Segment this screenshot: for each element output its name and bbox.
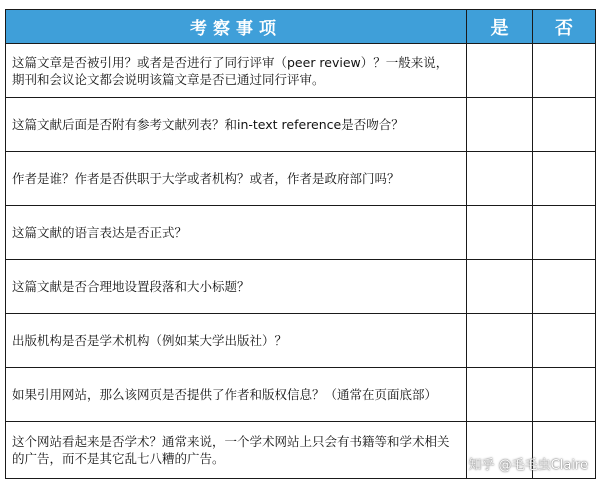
yes-cell[interactable] — [467, 152, 533, 206]
header-no: 否 — [533, 10, 596, 44]
question-cell: 这篇文献后面是否附有参考文献列表？和in-text reference是否吻合？ — [6, 98, 467, 152]
yes-cell[interactable] — [467, 260, 533, 314]
table-row — [6, 368, 596, 422]
table-row — [6, 44, 596, 98]
question-cell: 这篇文献是否合理地设置段落和大小标题？ — [6, 260, 467, 314]
header-item: 考察事项 — [6, 10, 467, 44]
yes-cell[interactable] — [467, 98, 533, 152]
no-cell[interactable] — [533, 206, 596, 260]
yes-cell[interactable] — [467, 206, 533, 260]
no-cell[interactable] — [533, 314, 596, 368]
question-cell: 如果引用网站，那么该网页是否提供了作者和版权信息？（通常在页面底部） — [6, 368, 467, 422]
no-cell[interactable] — [533, 260, 596, 314]
header-row — [6, 10, 596, 44]
question-cell: 这篇文章是否被引用？或者是否进行了同行评审（peer review）？一般来说，期刊和会议论文都会说明该篇文章是否已通过同行评审。 — [6, 44, 467, 98]
evaluation-checklist-table — [5, 9, 596, 479]
no-cell[interactable] — [533, 152, 596, 206]
question-cell: 作者是谁？作者是否供职于大学或者机构？或者，作者是政府部门吗？ — [6, 152, 467, 206]
table-row — [6, 152, 596, 206]
table-row — [6, 98, 596, 152]
watermark-text: 知乎 @毛毛虫Claire — [468, 458, 588, 473]
question-cell: 这个网站看起来是否学术？通常来说，一个学术网站上只会有书籍等和学术相关的广告，而不是其它乱七八糟的广告。 — [6, 422, 467, 479]
question-cell: 这篇文献的语言表达是否正式？ — [6, 206, 467, 260]
no-cell[interactable] — [533, 368, 596, 422]
no-cell[interactable] — [533, 98, 596, 152]
header-yes: 是 — [467, 10, 533, 44]
table-row — [6, 260, 596, 314]
table-row — [6, 314, 596, 368]
table-row — [6, 206, 596, 260]
question-cell: 出版机构是否是学术机构（例如某大学出版社）？ — [6, 314, 467, 368]
yes-cell[interactable] — [467, 368, 533, 422]
yes-cell[interactable] — [467, 44, 533, 98]
no-cell[interactable] — [533, 44, 596, 98]
yes-cell[interactable] — [467, 314, 533, 368]
